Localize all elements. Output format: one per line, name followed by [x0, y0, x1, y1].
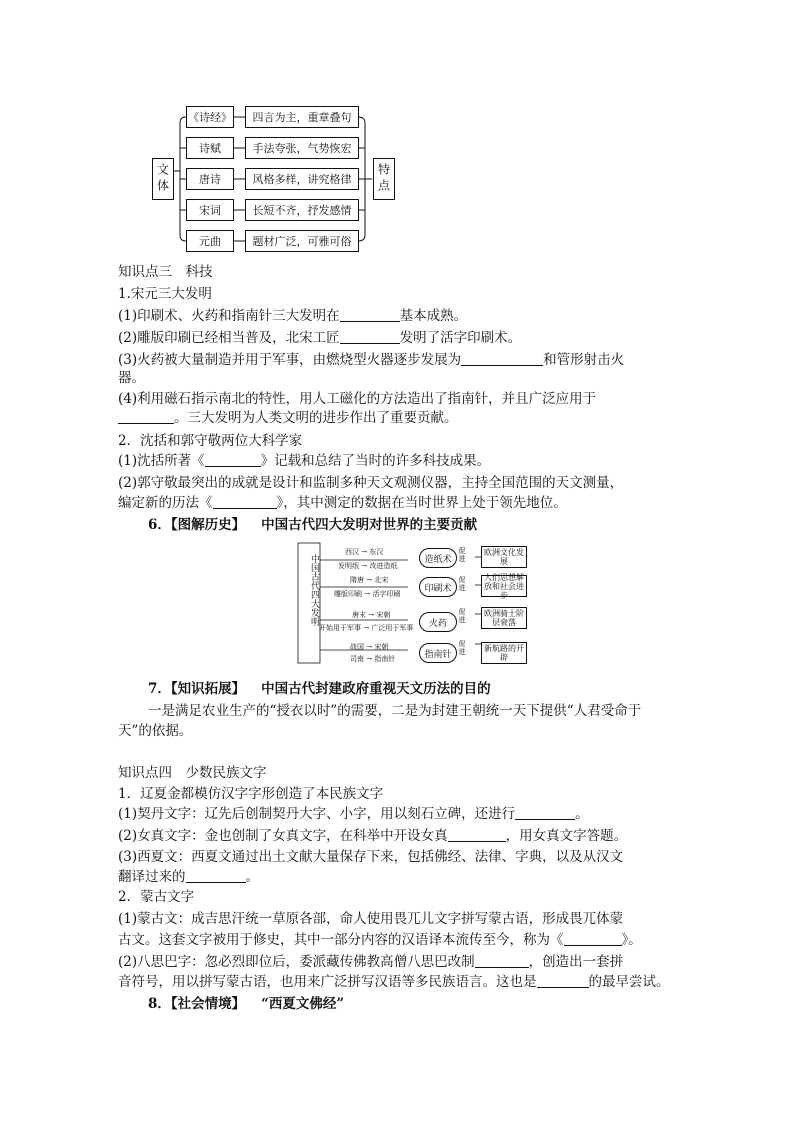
section4-heading: 知识点四 少数民族文字 — [118, 765, 267, 781]
section3-para3 — [118, 351, 624, 370]
section4-para5 — [118, 953, 623, 972]
inv4-line2: 司南 → 指南针 — [350, 655, 396, 663]
text: (3)火药被大量制造并用于军事，由燃烧型火器逐步发展为 — [118, 352, 462, 368]
text: ，创造出一套拼 — [528, 954, 624, 970]
blank — [461, 351, 543, 366]
inv2-promote: 促进 — [458, 576, 466, 592]
section3-para6-cont — [118, 494, 567, 513]
section4-para4-cont — [118, 931, 642, 950]
text: 的最早尝试。 — [588, 974, 670, 990]
item-title: “西夏文佛经” — [261, 996, 345, 1012]
text: 古文。这套文字被用于修史，其中一部分内容的汉语译本流传至今，称为《 — [118, 932, 564, 948]
item-tag: 【社会情境】 — [170, 996, 246, 1012]
text: ，用女真文字答题。 — [505, 828, 628, 844]
item7-para1: 一是满足农业生产的“授衣以时”的需要，二是为封建王朝统一天下提供“人君受命于 — [148, 703, 642, 719]
section4-para1 — [118, 805, 589, 824]
feature-box-3: 风格多样，讲究格律 — [245, 168, 359, 190]
text: 和管形射击火 — [543, 352, 625, 368]
genre-left-label: 文体 — [152, 158, 174, 200]
blank — [340, 329, 400, 344]
inv1-impact: 欧洲文化发展 — [481, 546, 527, 568]
blank — [186, 868, 246, 883]
feature-box-1: 四言为主，重章叠句 — [245, 106, 359, 128]
section3-sub2: 2．沈括和郭守敬两位大科学家 — [118, 433, 303, 449]
section4-sub1: 1．辽夏金都模仿汉字字形创造了本民族文字 — [118, 786, 384, 802]
genre-box-5: 元曲 — [186, 230, 234, 252]
section3-sub1: 1.宋元三大发明 — [118, 286, 212, 302]
inv3-promote: 促进 — [458, 608, 466, 624]
text: 基本成熟。 — [399, 308, 468, 324]
text: (1)契丹文字：辽先后创制契丹大字、小字，用以刻石立碑，还进行 — [118, 806, 516, 822]
blank — [475, 953, 529, 968]
text: 》，其中测定的数据在当时世界上处于领先地位。 — [276, 495, 567, 511]
inv3-oval: 火药 — [419, 612, 457, 632]
item-number: 8． — [148, 996, 171, 1012]
item-title: 中国古代封建政府重视天文历法的目的 — [261, 681, 491, 697]
text: (2)雕版印刷已经相当普及，北宋工匠 — [118, 330, 340, 346]
inventions-left-label: 中国古代四大发明 — [309, 554, 319, 626]
section3-para6: (2)郭守敬最突出的成就是设计和监制多种天文观测仪器，主持全国范围的天文测量， — [118, 475, 624, 491]
inv4-promote: 促进 — [458, 640, 466, 656]
item-tag: 【知识拓展】 — [170, 681, 246, 697]
inv2-oval: 印刷术 — [419, 577, 457, 597]
blank — [564, 931, 622, 946]
text: 。三大发明为人类文明的进步作出了重要贡献。 — [174, 410, 458, 426]
blank — [537, 973, 589, 988]
section3-para3-cont: 器。 — [118, 370, 145, 386]
inv1-promote: 促进 — [458, 547, 466, 563]
inv3-impact: 欧洲骑士阶层衰落 — [481, 607, 527, 629]
blank — [448, 827, 506, 842]
inv3-line1: 唐末 → 宋朝 — [352, 611, 391, 619]
inv2-line2: 雕版印刷 → 活字印刷 — [334, 590, 401, 598]
inv2-impact: 人们思想解放和社会进步 — [481, 575, 527, 597]
section4-para3: (3)西夏文：西夏文通过出土文献大量保存下来，包括佛经、法律、字典，以及从汉文 — [118, 849, 624, 865]
genre-box-2: 诗赋 — [186, 137, 234, 159]
item7-para1-cont: 天”的依据。 — [118, 723, 193, 739]
item7-heading — [148, 680, 491, 699]
item-number: 6． — [148, 517, 171, 533]
inv4-impact: 新航路的开辟 — [481, 642, 527, 664]
inv1-line1: 西汉 → 东汉 — [345, 548, 384, 556]
inv4-oval: 指南针 — [419, 643, 457, 663]
section3-para4-cont — [118, 409, 458, 428]
feature-box-5: 题材广泛，可雅可俗 — [245, 230, 359, 252]
item6-heading — [148, 516, 477, 535]
text: 发明了活字印刷术。 — [399, 330, 522, 346]
section3-para5 — [118, 452, 490, 471]
section4-para5-cont — [118, 973, 670, 992]
text: 。 — [245, 869, 259, 885]
text: 音符号，用以拼写蒙古语，也用来广泛拼写汉语等多民族语言。这也是 — [118, 974, 537, 990]
text: (2)女真文字：金也创制了女真文字，在科举中开设女真 — [118, 828, 448, 844]
feature-box-2: 手法夸张，气势恢宏 — [245, 137, 359, 159]
blank — [213, 494, 277, 509]
blank — [118, 409, 174, 424]
feature-box-4: 长短不齐，抒发感情 — [245, 199, 359, 221]
item-tag: 【图解历史】 — [170, 517, 246, 533]
section4-sub2: 2．蒙古文字 — [118, 889, 195, 905]
item-number: 7． — [148, 681, 171, 697]
blank — [340, 307, 400, 322]
section3-para2 — [118, 329, 521, 348]
inv1-oval: 造纸术 — [419, 548, 457, 568]
section3-heading: 知识点三 科技 — [118, 264, 213, 280]
section4-para2 — [118, 827, 627, 846]
section3-para1 — [118, 307, 467, 326]
text: 》。 — [621, 932, 642, 948]
section3-para4: (4)利用磁石指示南北的特性，用人工磁化的方法造出了指南针，并且广泛应用于 — [118, 391, 597, 407]
section4-para3-cont — [118, 868, 259, 887]
text: 编定新的历法《 — [118, 495, 213, 511]
blank — [205, 452, 261, 467]
text: (1)沈括所著《 — [118, 453, 205, 469]
inv2-line1: 隋唐 → 北宋 — [350, 576, 389, 584]
genre-box-3: 唐诗 — [186, 168, 234, 190]
genre-box-4: 宋词 — [186, 199, 234, 221]
text: 》记载和总结了当时的许多科技成果。 — [260, 453, 491, 469]
text: 。 — [575, 806, 589, 822]
item-title: 中国古代四大发明对世界的主要贡献 — [261, 517, 478, 533]
inv4-line1: 战国 → 宋朝 — [350, 643, 389, 651]
inv1-line2: 发明纸 → 改进造纸 — [338, 562, 398, 570]
item8-heading — [148, 995, 344, 1014]
blank — [515, 805, 575, 820]
genre-box-1: 《诗经》 — [186, 106, 234, 128]
feature-right-label: 特点 — [373, 158, 395, 200]
text: (1)印刷术、火药和指南针三大发明在 — [118, 308, 340, 324]
inv3-line2: 开始用于军事 → 广泛用于军事 — [319, 624, 414, 632]
text: 翻译过来的 — [118, 869, 186, 885]
section4-para4: (1)蒙古文：成吉思汗统一草原各部，命人使用畏兀儿文字拼写蒙古语，形成畏兀体蒙 — [118, 911, 624, 927]
text: (2)八思巴字：忽必烈即位后，委派藏传佛教高僧八思巴改制 — [118, 954, 475, 970]
